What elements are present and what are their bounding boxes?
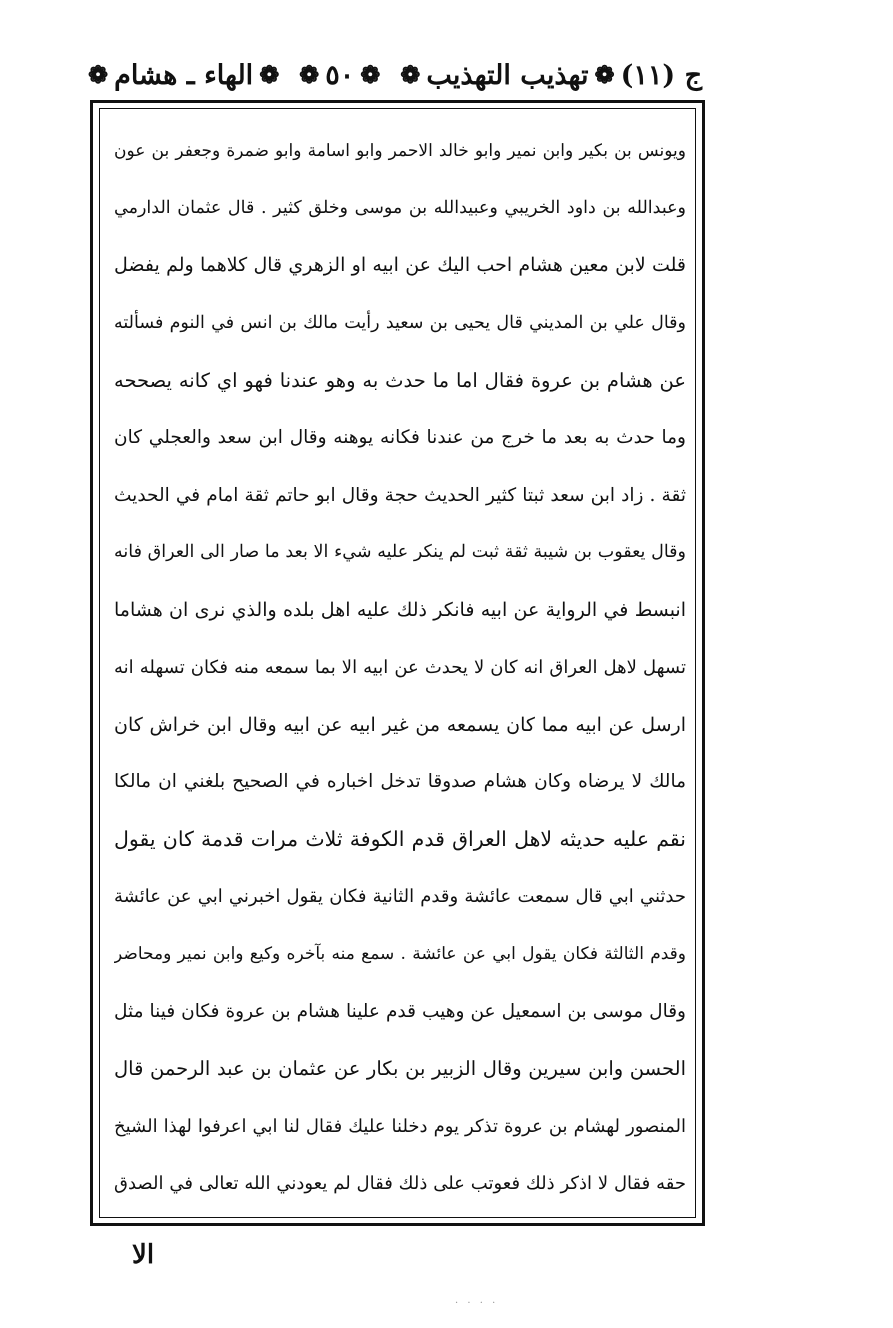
text-line: تسهل لاهل العراق انه كان لا يحدث عن ابيه الا بما سمعه منه فكان تسهله انه [114, 656, 686, 678]
flower-ornament-icon: ❁ [594, 60, 615, 89]
page-number: ٥٠ [325, 59, 355, 91]
text-line: الحسن وابن سيرين وقال الزبير بن بكار عن عثمان بن عبد الرحمن قال [114, 1057, 686, 1081]
flower-ornament-icon: ❁ [400, 60, 421, 89]
flower-ornament-icon: ❁ [259, 60, 280, 89]
header-section: الهاء ـ هشام [114, 59, 254, 91]
text-line: وعبدالله بن داود الخريبي وعبيدالله بن موسى وخلق كثير . قال عثمان الدارمي [114, 198, 686, 219]
catchword: الا [132, 1240, 155, 1270]
text-line: وقال علي بن المديني قال يحيى بن سعيد رأيت مالك بن انس في النوم فسألته [114, 312, 686, 333]
text-line: ارسل عن ابيه مما كان يسمعه من غير ابيه عن ابيه وقال ابن خراش كان [114, 713, 686, 736]
text-line: انبسط في الرواية عن ابيه فانكر ذلك عليه اهل بلده والذي نرى ان هشاما [114, 598, 686, 621]
text-line: مالك لا يرضاه وكان هشام صدوقا تدخل اخباره في الصحيح بلغني ان مالكا [114, 771, 686, 793]
flower-ornament-icon: ❁ [299, 60, 320, 89]
text-line: ثقة . زاد ابن سعد ثبتا كثير الحديث حجة وقال ابو حاتم ثقة امام في الحديث [114, 484, 686, 506]
scan-speck: · · · · [455, 1298, 499, 1309]
text-line: وقال يعقوب بن شيبة ثقة ثبت لم ينكر عليه شيء الا بعد ما صار الى العراق فانه [114, 542, 686, 563]
text-line: وقال موسى بن اسمعيل عن وهيب قدم علينا هشام بن عروة فكان فينا مثل [114, 1001, 686, 1023]
flower-ornament-icon: ❁ [88, 60, 109, 89]
text-line: حقه فقال لا اذكر ذلك فعوتب على ذلك فقال لم يعودني الله تعالى في الصدق [114, 1173, 686, 1195]
text-line: ويونس بن بكير وابن نمير وابو خالد الاحمر وابو اسامة وابو ضمرة وجعفر بن عون [114, 140, 686, 161]
text-line: عن هشام بن عروة فقال اما ما حدث به وهو عندنا فهو اي كانه يصححه [114, 368, 686, 392]
header-page-group [299, 60, 380, 91]
text-line: وقدم الثالثة فكان يقول ابي عن عائشة . سمع منه بآخره وكيع وابن نمير ومحاضر [114, 944, 686, 965]
header-section-group [88, 60, 279, 91]
text-line: قلت لابن معين هشام احب اليك عن ابيه او الزهري قال كلاهما ولم يفضل [114, 254, 686, 277]
header-book-title: تهذيب التهذيب [426, 59, 589, 91]
header-volume-group [400, 60, 702, 91]
body-text [114, 122, 686, 1212]
text-line: وما حدث به بعد ما خرج من عندنا فكانه يوهنه وقال ابن سعد والعجلي كان [114, 427, 686, 449]
text-line: حدثني ابي قال سمعت عائشة وقدم الثانية فكان يقول اخبرني ابي عن عائشة [114, 886, 686, 908]
flower-ornament-icon: ❁ [360, 60, 381, 89]
text-line: نقم عليه حديثه لاهل العراق قدم الكوفة ثلاث مرات قدمة كان يقول [114, 827, 686, 852]
running-header [88, 52, 702, 98]
text-line: المنصور لهشام بن عروة تذكر يوم دخلنا عليك فقال لنا ابي اعرفوا لهذا الشيخ [114, 1115, 686, 1137]
header-volume: ج (١١) [620, 59, 702, 91]
